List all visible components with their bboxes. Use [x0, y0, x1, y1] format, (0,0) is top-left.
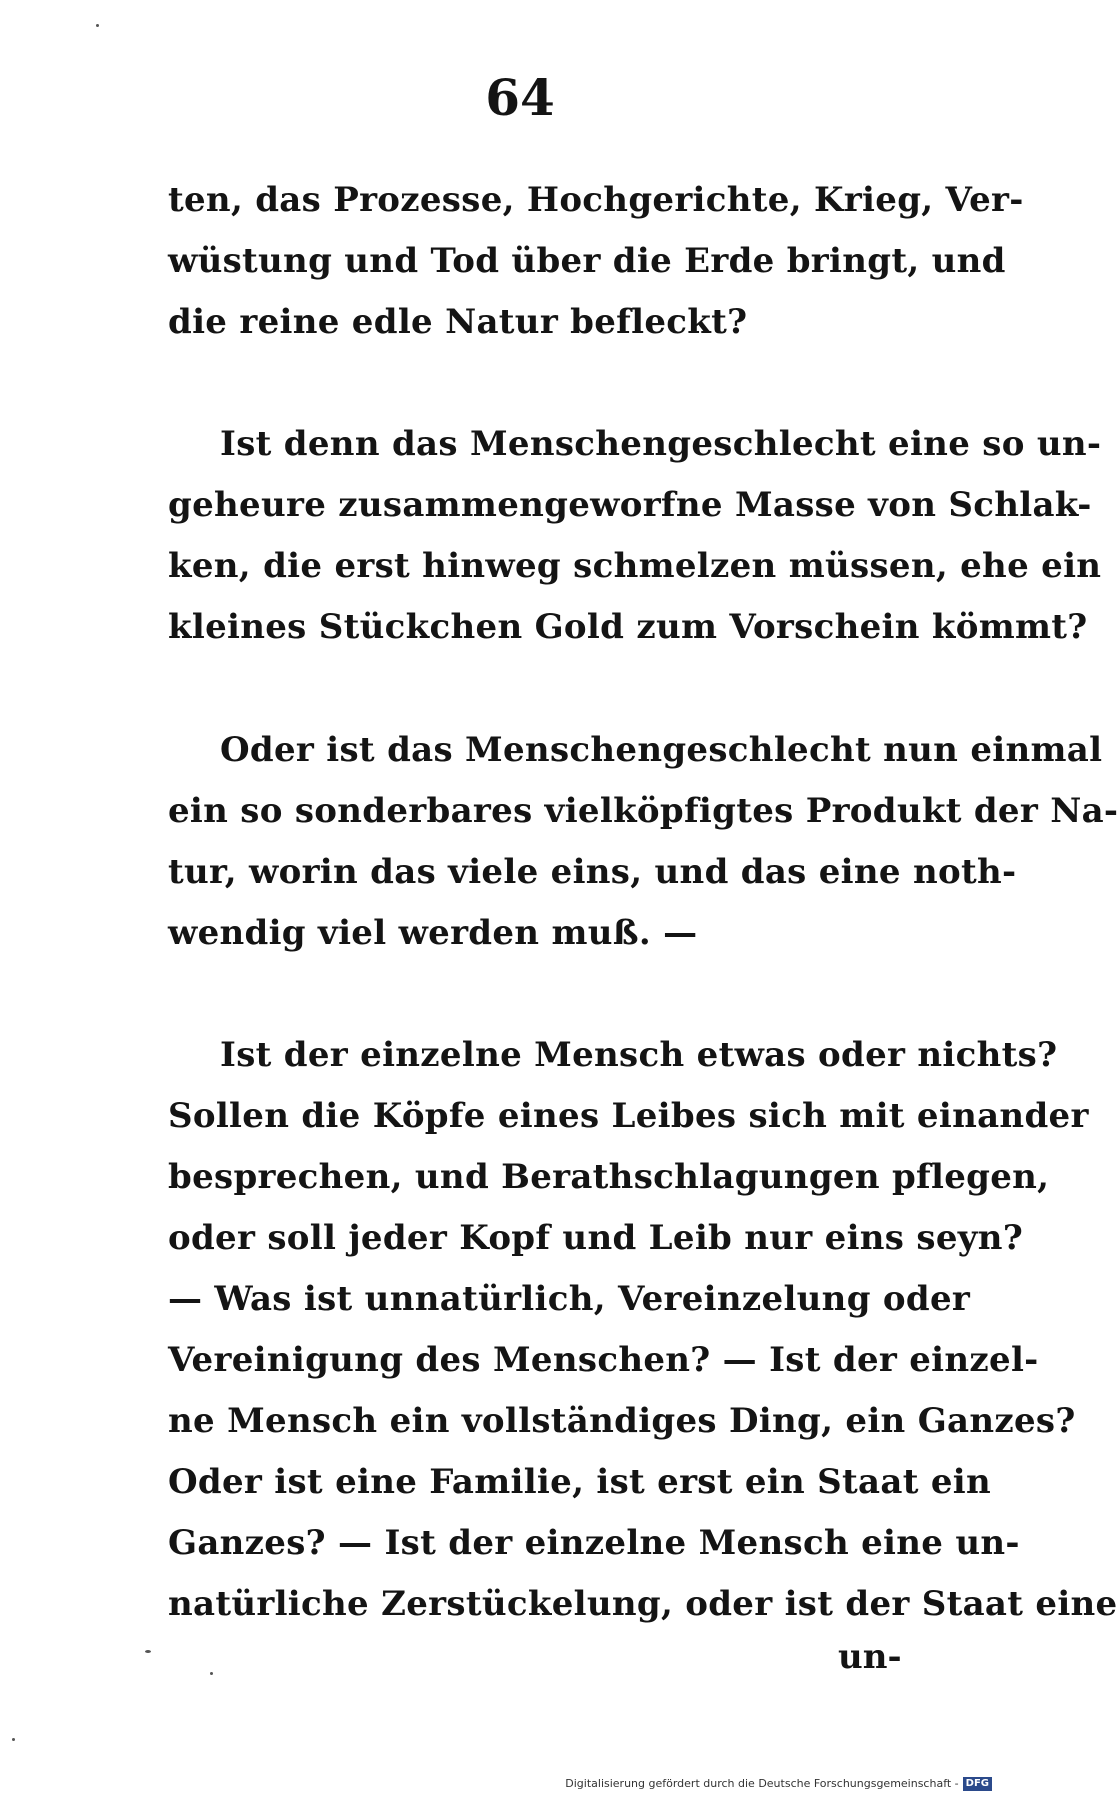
text-line: Ist denn das Menschengeschlecht eine so un- [220, 424, 1102, 464]
scan-speck [210, 1672, 213, 1675]
scan-speck [96, 24, 99, 27]
text-line: tur, worin das viele eins, und das eine noth- [168, 852, 1017, 892]
paragraph-4 [168, 1025, 1118, 1635]
text-line: kleines Stückchen Gold zum Vorschein kömmt? [168, 607, 1088, 647]
text-line: besprechen, und Berathschlagungen pflegen, [168, 1157, 1050, 1197]
page-number: 64 [485, 68, 555, 127]
text-line: oder soll jeder Kopf und Leib nur eins seyn? [168, 1218, 1024, 1258]
text-line: ein so sonderbares vielköpfigtes Produkt der Na- [168, 791, 1118, 831]
text-line: Oder ist eine Familie, ist erst ein Staat ein [168, 1462, 992, 1502]
text-line: — Was ist unnatürlich, Vereinzelung oder [168, 1279, 971, 1319]
text-line: Ist der einzelne Mensch etwas oder nichts? [220, 1035, 1058, 1075]
text-line: natürliche Zerstückelung, oder ist der Staat eine [168, 1584, 1118, 1624]
catchword: un- [838, 1637, 902, 1677]
text-line: ne Mensch ein vollständiges Ding, ein Ganzes? [168, 1401, 1076, 1441]
footer-text: Digitalisierung gefördert durch die Deutsche Forschungsgemeinschaft - [565, 1777, 959, 1790]
text-line: ten, das Prozesse, Hochgerichte, Krieg, Ver- [168, 180, 1024, 220]
text-line: wendig viel werden muß. — [168, 913, 698, 953]
paragraph-2 [168, 414, 1102, 658]
text-line: ken, die erst hinweg schmelzen müssen, ehe ein [168, 546, 1102, 586]
scan-speck [12, 1738, 15, 1741]
digitization-footer [565, 1776, 992, 1792]
text-line: Oder ist das Menschengeschlecht nun einmal [220, 730, 1103, 770]
text-line: Sollen die Köpfe eines Leibes sich mit einander [168, 1096, 1089, 1136]
text-line: wüstung und Tod über die Erde bringt, und [168, 241, 1006, 281]
text-line: Ganzes? — Ist der einzelne Mensch eine un- [168, 1523, 1020, 1563]
paragraph-3 [168, 720, 1118, 964]
text-line: geheure zusammengeworfne Masse von Schlak- [168, 485, 1092, 525]
text-line: Vereinigung des Menschen? — Ist der einzel- [168, 1340, 1039, 1380]
dfg-logo-icon: DFG [963, 1777, 992, 1791]
paragraph-1 [168, 170, 1024, 353]
scan-speck [145, 1650, 151, 1653]
text-line: die reine edle Natur befleckt? [168, 302, 748, 342]
